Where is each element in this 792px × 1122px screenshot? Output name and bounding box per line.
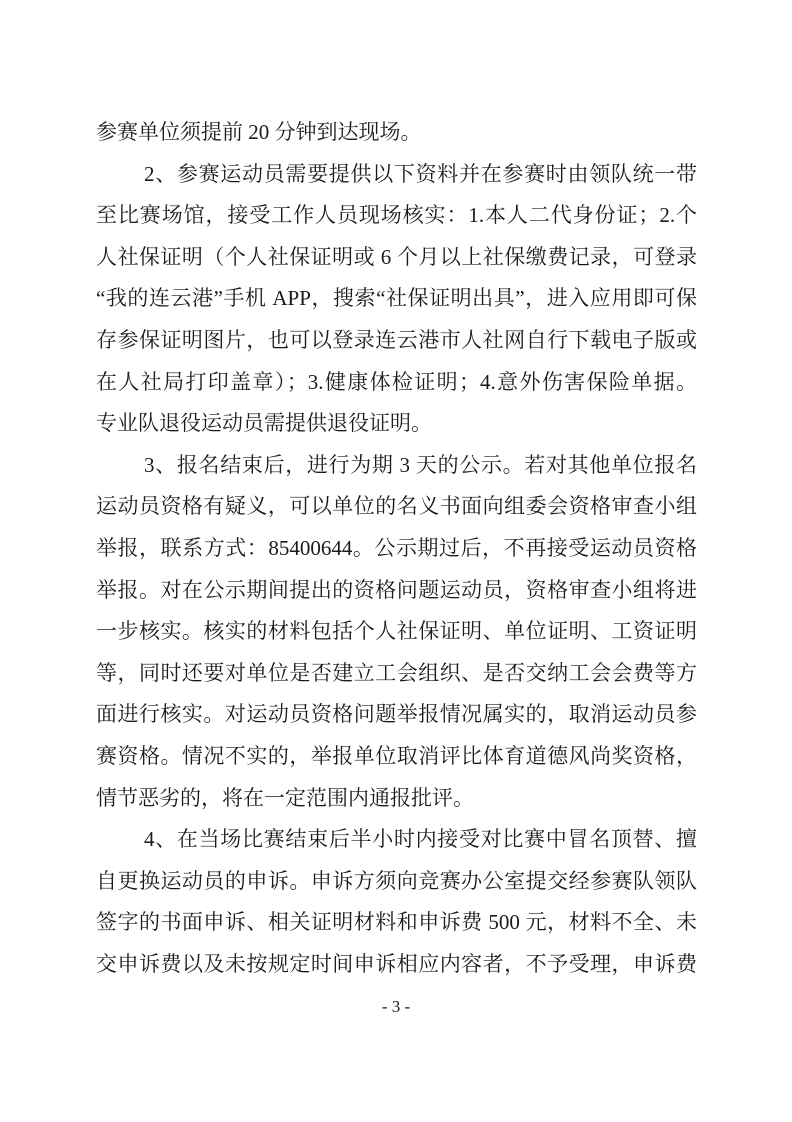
text-line: “我的连云港”手机 APP，搜索“社保证明出具”，进入应用即可保 — [96, 286, 697, 311]
text-line: 面进行核实。对运动员资格问题举报情况属实的，取消运动员参 — [96, 702, 697, 727]
text-line: 3、报名结束后，进行为期 3 天的公示。若对其他单位报名 — [144, 452, 697, 477]
text-line: 一步核实。核实的材料包括个人社保证明、单位证明、工资证明 — [96, 619, 697, 644]
page-number: - 3 - — [381, 997, 411, 1016]
text-block — [96, 112, 697, 985]
text-line: 赛资格。情况不实的，举报单位取消评比体育道德风尚奖资格， — [96, 743, 697, 768]
text-line: 参赛单位须提前 20 分钟到达现场。 — [96, 120, 422, 144]
text-line: 2、参赛运动员需要提供以下资料并在参赛时由领队统一带 — [144, 161, 697, 186]
text-line: 签字的书面申诉、相关证明材料和申诉费 500 元，材料不全、未 — [96, 910, 697, 935]
text-line: 运动员资格有疑义，可以单位的名义书面向组委会资格审查小组 — [96, 494, 697, 519]
text-line: 情节恶劣的，将在一定范围内通报批评。 — [96, 785, 474, 810]
text-line: 专业队退役运动员需提供退役证明。 — [96, 411, 432, 436]
text-line: 举报。对在公示期间提出的资格问题运动员，资格审查小组将进 — [96, 577, 697, 602]
text-line: 自更换运动员的申诉。申诉方须向竞赛办公室提交经参赛队领队 — [96, 868, 697, 893]
text-line: 4、在当场比赛结束后半小时内接受对比赛中冒名顶替、擅 — [144, 827, 697, 852]
text-line: 等，同时还要对单位是否建立工会组织、是否交纳工会会费等方 — [96, 660, 697, 685]
text-line: 至比赛场馆，接受工作人员现场核实：1.本人二代身份证；2.个 — [96, 203, 697, 228]
text-line: 人社保证明（个人社保证明或 6 个月以上社保缴费记录，可登录 — [96, 244, 697, 269]
text-line: 存参保证明图片，也可以登录连云港市人社网自行下载电子版或 — [96, 327, 697, 352]
text-line: 举报，联系方式：85400644。公示期过后，不再接受运动员资格 — [96, 535, 697, 560]
text-line: 交申诉费以及未按规定时间申诉相应内容者，不予受理，申诉费 — [96, 951, 697, 976]
text-line: 在人社局打印盖章）；3.健康体检证明；4.意外伤害保险单据。 — [96, 369, 697, 394]
